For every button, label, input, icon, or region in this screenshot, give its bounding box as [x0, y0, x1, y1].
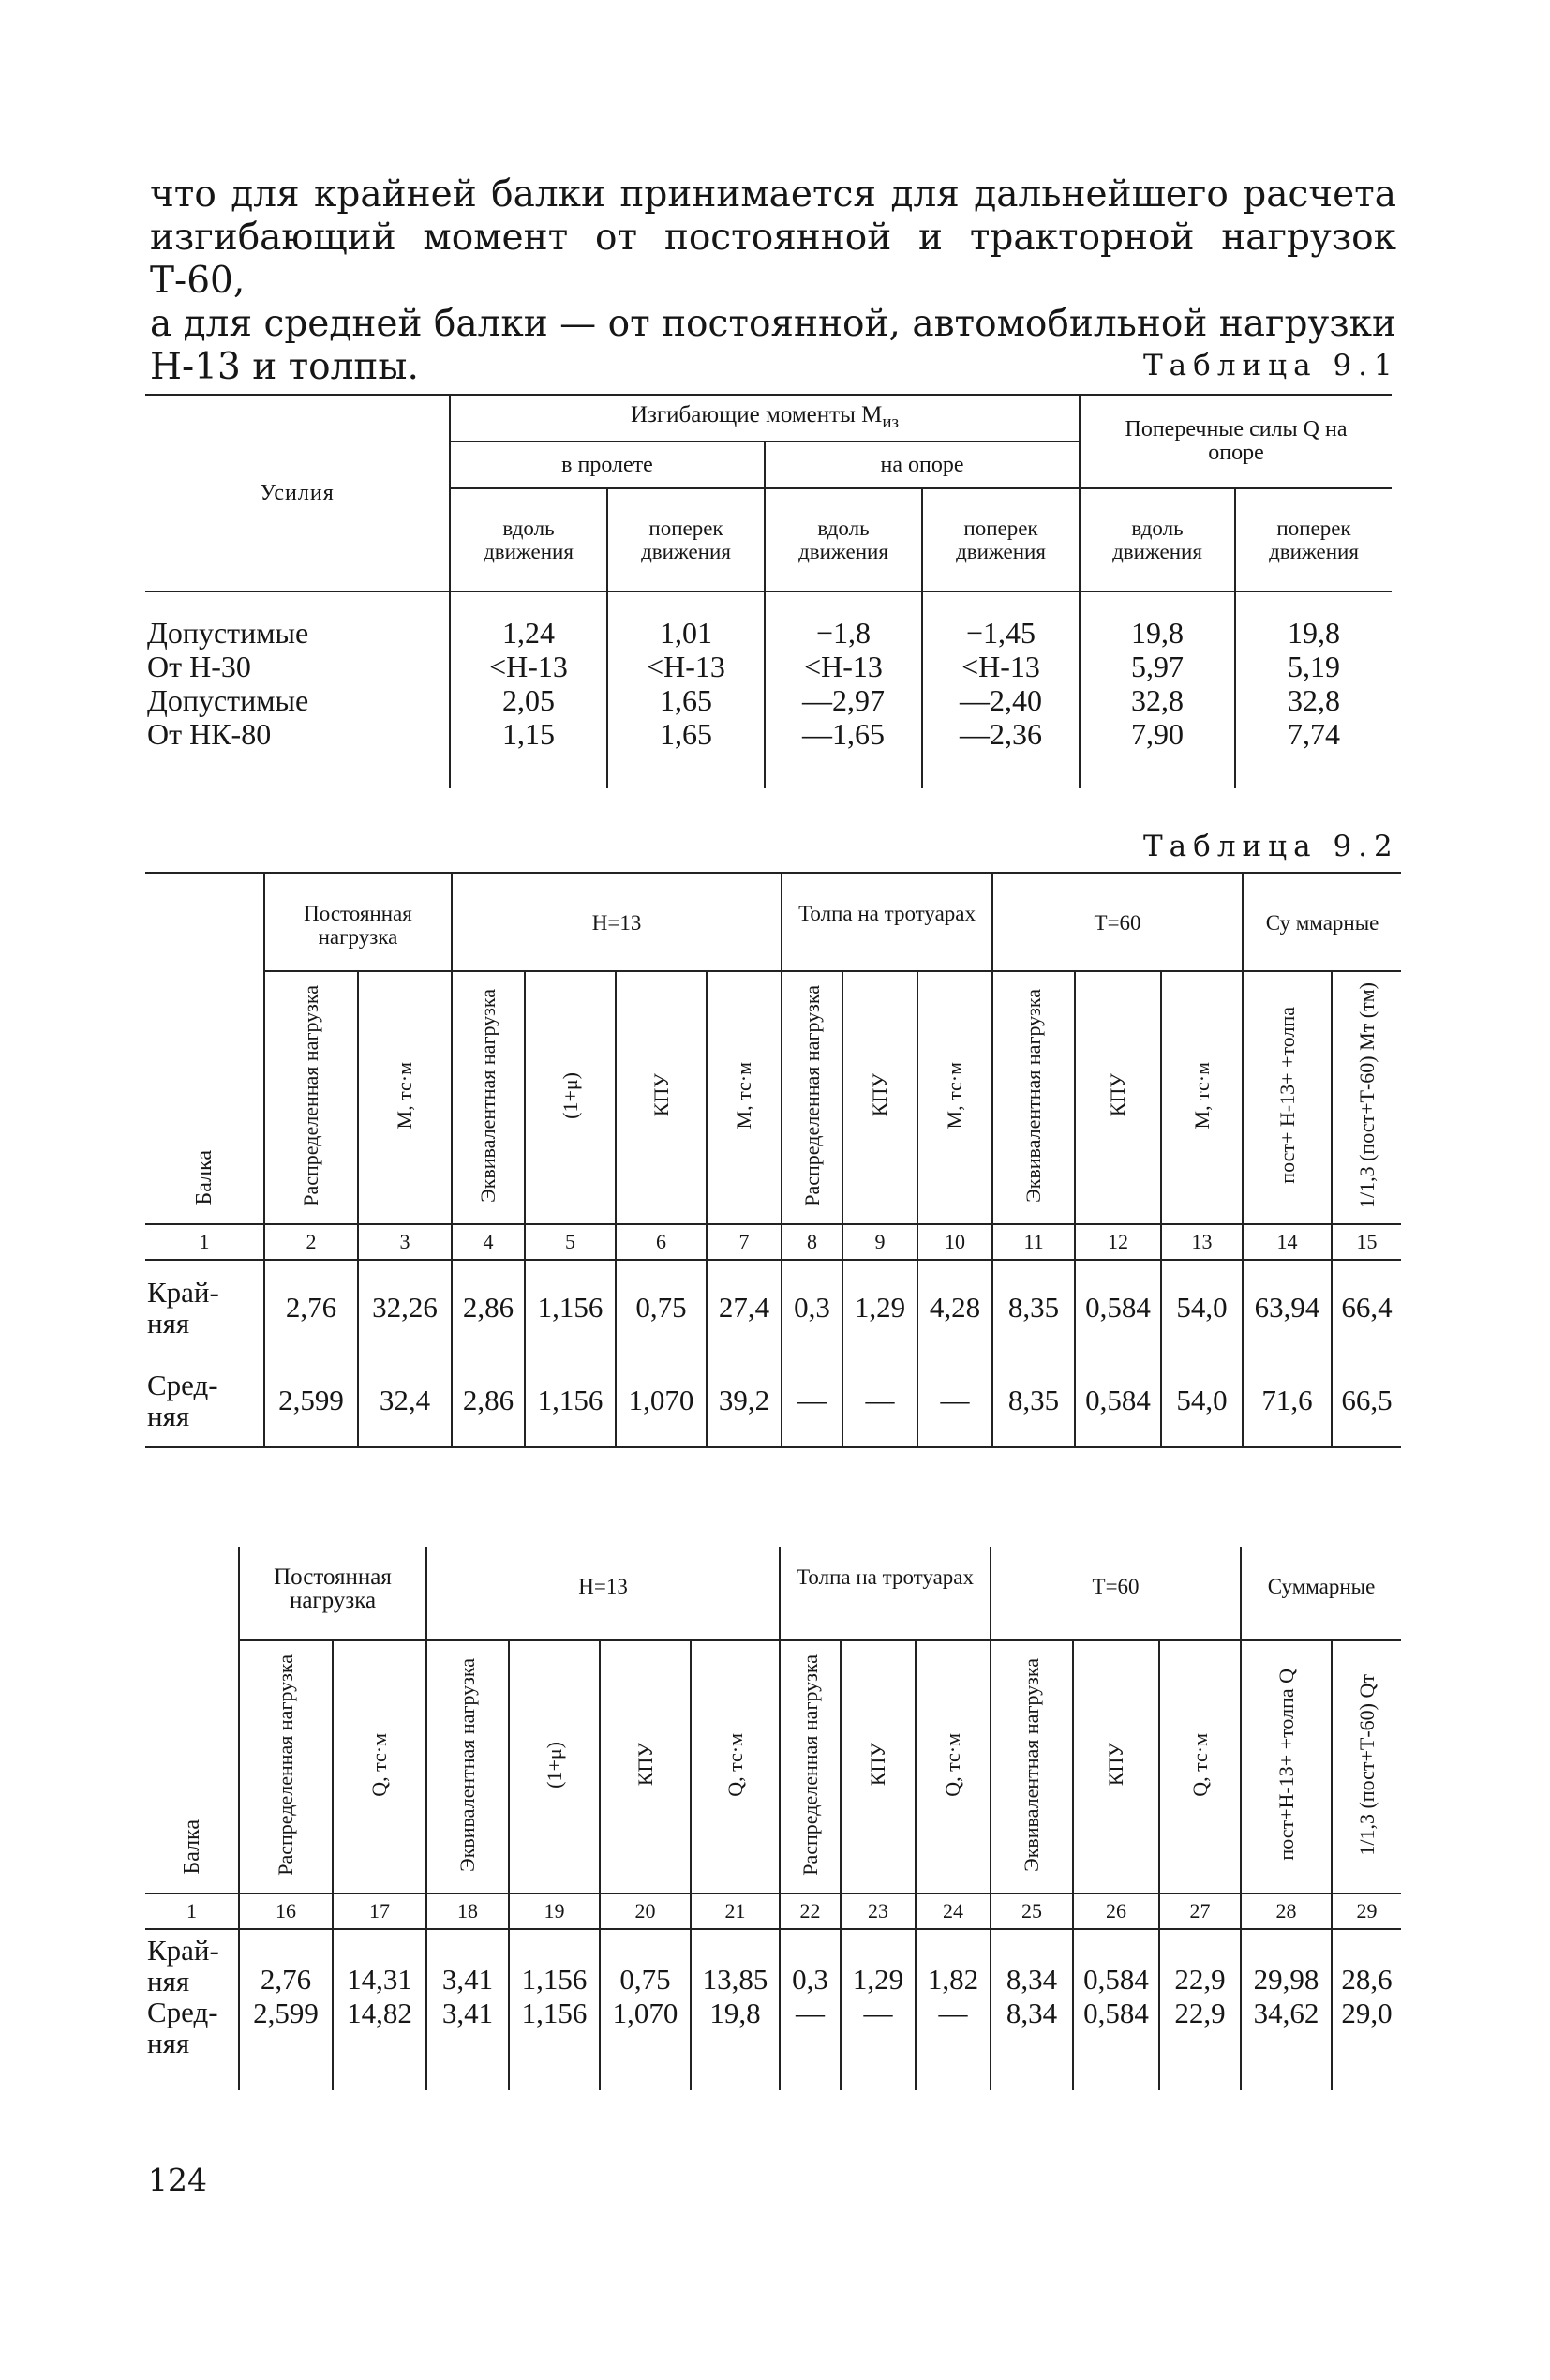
intro-line: Н-13 и толпы.	[150, 346, 419, 388]
col-header: Эквивалентная нагрузка	[426, 1640, 509, 1894]
col-header: M, тс·м	[358, 971, 452, 1224]
header-across: поперек движения	[1235, 488, 1392, 591]
header-across: поперек движения	[922, 488, 1080, 591]
col-header: M, тс·м	[707, 971, 782, 1224]
col-header: КПУ	[1073, 1640, 1159, 1894]
header-moments: Изгибающие моменты $М_{из}$	[450, 395, 1080, 442]
group-crowd: Толпа на тротуарах	[782, 873, 992, 971]
table-row: Допустимые 2,05 1,65 —2,97 —2,40 32,8 32,8	[147, 683, 1340, 717]
header-support: на опоре	[765, 442, 1080, 488]
page-number: 124	[148, 2162, 207, 2198]
col-header: КПУ	[616, 971, 707, 1224]
col-header: (1+μ)	[525, 971, 616, 1224]
header-along: вдоль движения	[765, 488, 922, 591]
table-row: Сред- няя 2,599 14,82 3,41 1,156 1,070 19,8 — — — 8,34 0,584 22,9 34,62 29,0	[145, 1997, 1401, 2090]
group-const: Постоянная нагрузка	[239, 1547, 426, 1640]
group-t60: Т=60	[992, 873, 1243, 971]
col-header: 1/1,3 (пост+Т-60) Qт	[1332, 1640, 1401, 1894]
header-shear: Поперечные силы Q на опоре	[1080, 395, 1392, 488]
header-beam: Балка	[145, 873, 264, 1224]
header-span: в пролете	[450, 442, 765, 488]
col-header: Распределенная нагрузка	[264, 971, 358, 1224]
col-header: КПУ	[842, 971, 917, 1224]
table-row: Сред- няя 2,599 32,4 2,86 1,156 1,070 39,2 — — — 8,35 0,584 54,0 71,6 66,5	[145, 1354, 1401, 1447]
group-h13: Н=13	[452, 873, 782, 971]
col-header: КПУ	[600, 1640, 691, 1894]
col-header: Распределенная нагрузка	[239, 1640, 333, 1894]
table-row: От Н-30 <Н-13 <Н-13 <Н-13 <Н-13 5,97 5,19	[147, 650, 1340, 683]
intro-line: что для крайней балки принимается для дальнейшего расчета	[150, 173, 1396, 216]
col-header: КПУ	[841, 1640, 916, 1894]
table-row: Край- няя 2,76 32,26 2,86 1,156 0,75 27,4 0,3 1,29 4,28 8,35 0,584 54,0 63,94 66,4	[145, 1260, 1401, 1354]
col-header: Распределенная нагрузка	[782, 971, 842, 1224]
col-header: пост+Н-13+ +толпа Q	[1241, 1640, 1332, 1894]
column-numbers-row: 1 16 17 18 19 20 21 22 23 24 25 26 27 28 29	[145, 1894, 1401, 1929]
table-row: Край- няя 2,76 14,31 3,41 1,156 0,75 13,85 0,3 1,29 1,82 8,34 0,584 22,9 29,98 28,6	[145, 1929, 1401, 1997]
col-header: Q, тс·м	[916, 1640, 991, 1894]
col-header: пост+ Н-13+ +толпа	[1243, 971, 1332, 1224]
col-header: Q, тс·м	[333, 1640, 426, 1894]
table-9-1	[145, 394, 1392, 788]
group-sum: Су ммарные	[1243, 873, 1401, 971]
group-t60: Т=60	[991, 1547, 1241, 1640]
col-header: Эквивалентная нагрузка	[452, 971, 525, 1224]
col-header: Эквивалентная нагрузка	[991, 1640, 1073, 1894]
col-header: Q, тс·м	[691, 1640, 780, 1894]
column-numbers-row: 1 2 3 4 5 6 7 8 9 10 11 12 13 14 15	[145, 1224, 1401, 1260]
header-across: поперек движения	[607, 488, 765, 591]
col-header: Распределенная нагрузка	[780, 1640, 841, 1894]
intro-line: а для средней балки — от постоянной, автомобильной нагрузки	[150, 303, 1396, 345]
group-const: Постоянная нагрузка	[264, 873, 452, 971]
col-header: Q, тс·м	[1159, 1640, 1241, 1894]
table-9-2-shear	[145, 1547, 1401, 2090]
col-header: 1/1,3 (пост+Т-60) Мт (тм)	[1332, 971, 1401, 1224]
group-crowd: Толпа на тротуарах	[780, 1547, 991, 1640]
col-header: КПУ	[1075, 971, 1161, 1224]
header-along: вдоль движения	[1080, 488, 1235, 591]
col-header: M, тс·м	[1161, 971, 1243, 1224]
table1-caption: Таблица 9.1	[1143, 349, 1399, 382]
table2-caption: Таблица 9.2	[1143, 830, 1399, 863]
col-header: M, тс·м	[917, 971, 992, 1224]
table-row: Допустимые 1,24 1,01 −1,8 −1,45 19,8 19,8	[147, 616, 1340, 650]
intro-line: изгибающий момент от постоянной и тракторной нагрузок Т-60,	[150, 217, 1396, 302]
header-along: вдоль движения	[450, 488, 607, 591]
table-row: От НК-80 1,15 1,65 —1,65 —2,36 7,90 7,74	[147, 717, 1340, 751]
header-beam: Балка	[145, 1547, 239, 1894]
col-header: (1+μ)	[509, 1640, 600, 1894]
header-efforts: Усилия	[145, 395, 450, 591]
group-h13: Н=13	[426, 1547, 780, 1640]
table-9-2	[145, 872, 1401, 1448]
group-sum: Суммарные	[1267, 1575, 1376, 1598]
col-header: Эквивалентная нагрузка	[992, 971, 1075, 1224]
